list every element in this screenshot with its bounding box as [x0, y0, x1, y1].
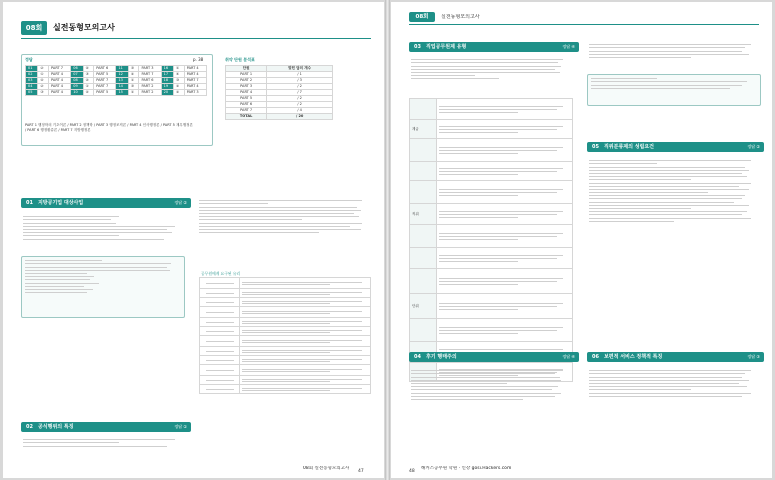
ethics-row — [200, 347, 371, 356]
ethics-row — [200, 298, 371, 307]
comparison-table — [409, 98, 573, 382]
answer-part: PART 5 — [94, 72, 116, 78]
answer-choice: ① — [128, 78, 139, 84]
ethics-row — [200, 307, 371, 318]
ethics-term — [200, 356, 240, 365]
answer-label: 정답 ③ — [747, 354, 760, 359]
comparison-desc — [437, 319, 573, 342]
answer-choice: ② — [128, 72, 139, 78]
ethics-row — [200, 356, 371, 365]
comparison-row — [410, 294, 573, 319]
answer-choice: ① — [174, 66, 185, 72]
comparison-row — [410, 269, 573, 294]
question-title: 보편적 서비스 정책적 특징 — [603, 354, 663, 360]
comparison-row — [410, 204, 573, 225]
comparison-label: 계급 — [410, 120, 437, 139]
question-bar-02 — [21, 422, 191, 432]
comparison-row — [410, 99, 573, 120]
answer-number: 03 — [26, 78, 38, 84]
page-title: 실전동형모의고사 — [53, 23, 115, 32]
ethics-desc — [240, 356, 371, 365]
answer-choice: ③ — [128, 66, 139, 72]
answer-choice: ① — [128, 90, 139, 96]
question-bar-05 — [587, 142, 764, 152]
comparison-desc — [437, 120, 573, 139]
page-number: 48 — [409, 469, 415, 474]
score-unit: PART 2 — [226, 78, 267, 84]
answer-choice: ② — [174, 90, 185, 96]
answer-number: 05 — [26, 90, 38, 96]
answer-label: 정답 ④ — [562, 44, 575, 49]
answer-number: 14 — [116, 84, 128, 90]
comparison-label: 단위 — [410, 294, 437, 319]
answer-number: 19 — [161, 84, 173, 90]
ethics-row — [200, 376, 371, 385]
answer-part: PART 4 — [184, 66, 206, 72]
parts-note-1: PART 1 행정학의 기초이론 / PART 2 정책학 / PART 3 행정조직론 / PART 4 인사행정론 / PART 5 재무행정론 — [25, 123, 193, 127]
ethics-desc — [240, 385, 371, 394]
answer-part: PART 3 — [184, 90, 206, 96]
answer-row — [26, 90, 207, 96]
title-rule — [21, 38, 371, 39]
question-bar-04 — [409, 352, 579, 362]
comparison-label: 직위 — [410, 204, 437, 225]
question-title: 후기 행태주의 — [425, 354, 457, 360]
question-number: 02 — [26, 424, 33, 430]
score-count: / 2 — [267, 96, 333, 102]
ethics-term — [200, 336, 240, 347]
ethics-row — [200, 278, 371, 289]
answer-label: 정답 ① — [174, 424, 187, 429]
ethics-desc — [240, 336, 371, 347]
answer-part: PART 4 — [184, 72, 206, 78]
answer-key-page: p. 38 — [193, 57, 204, 62]
q03-body — [411, 57, 571, 82]
q02-body — [23, 437, 183, 449]
answer-number: 18 — [161, 78, 173, 84]
round-badge: 08회 — [21, 21, 47, 35]
answer-part: PART 3 — [139, 66, 161, 72]
score-count: / 2 — [267, 102, 333, 108]
comparison-row — [410, 139, 573, 162]
answer-choice: ① — [83, 84, 94, 90]
score-table-title: 취약 단원 분석표 — [225, 57, 255, 62]
question-title: 직위분류제의 성립요건 — [603, 144, 655, 150]
comparison-desc — [437, 225, 573, 248]
answer-number: 20 — [161, 90, 173, 96]
score-count: / 7 — [267, 90, 333, 96]
answer-choice: ④ — [83, 90, 94, 96]
answer-number: 01 — [26, 66, 38, 72]
answer-part: PART 2 — [139, 84, 161, 90]
ethics-term — [200, 327, 240, 336]
score-unit: PART 4 — [226, 90, 267, 96]
answer-part: PART 7 — [94, 84, 116, 90]
parts-note-2: / PART 6 행정환류론 / PART 7 지방행정론 — [25, 128, 91, 132]
comparison-desc — [437, 204, 573, 225]
question-bar-03 — [409, 42, 579, 52]
answer-part: PART 6 — [139, 78, 161, 84]
answer-choice: ④ — [83, 66, 94, 72]
page-footer: 08회 실전동형모의고사 — [303, 466, 350, 471]
answer-number: 02 — [26, 72, 38, 78]
ethics-term — [200, 278, 240, 289]
comparison-row — [410, 319, 573, 342]
ethics-desc — [240, 376, 371, 385]
comparison-label — [410, 181, 437, 204]
answer-choice: ③ — [38, 90, 49, 96]
question-number: 04 — [414, 354, 421, 360]
comparison-desc — [437, 248, 573, 269]
ethics-term — [200, 289, 240, 298]
answer-number: 09 — [71, 84, 83, 90]
ethics-desc — [240, 327, 371, 336]
q04-body — [411, 368, 571, 402]
question-title: 지방공기업 대상사업 — [37, 200, 84, 206]
answer-number: 10 — [71, 90, 83, 96]
answer-key-table — [25, 65, 207, 96]
question-number: 03 — [414, 44, 421, 50]
ethics-row — [200, 336, 371, 347]
comparison-label — [410, 139, 437, 162]
page-footer: 해커스공무원 학원 · 인강 gosi.Hackers.com — [421, 466, 512, 471]
answer-part: PART 7 — [184, 78, 206, 84]
comparison-row — [410, 248, 573, 269]
org-ethics-table — [199, 277, 371, 394]
book-gutter — [385, 0, 390, 480]
ethics-desc — [240, 307, 371, 318]
question-number: 01 — [26, 200, 33, 206]
answer-number: 17 — [161, 72, 173, 78]
q01-supplement-lines — [25, 258, 179, 295]
ethics-term — [200, 347, 240, 356]
answer-part: PART 6 — [94, 66, 116, 72]
comparison-row — [410, 120, 573, 139]
answer-part: PART 5 — [94, 90, 116, 96]
ethics-term — [200, 376, 240, 385]
ethics-term — [200, 307, 240, 318]
ethics-term — [200, 365, 240, 376]
answer-choice: ② — [38, 66, 49, 72]
ethics-desc — [240, 318, 371, 327]
comparison-desc — [437, 139, 573, 162]
answer-choice: ③ — [128, 84, 139, 90]
score-table — [225, 65, 333, 120]
ethics-desc — [240, 289, 371, 298]
comparison-desc — [437, 294, 573, 319]
answer-part: PART 7 — [49, 66, 71, 72]
comparison-label — [410, 319, 437, 342]
comparison-label — [410, 99, 437, 120]
answer-number: 13 — [116, 78, 128, 84]
ethics-desc — [240, 347, 371, 356]
comparison-label — [410, 248, 437, 269]
comparison-row — [410, 181, 573, 204]
comparison-label — [410, 269, 437, 294]
title-rule — [409, 24, 759, 25]
answer-choice: ② — [38, 84, 49, 90]
ethics-term — [200, 318, 240, 327]
left-page — [3, 2, 384, 478]
answer-part: PART 2 — [139, 90, 161, 96]
ethics-row — [200, 289, 371, 298]
score-unit: PART 1 — [226, 72, 267, 78]
question-bar-06 — [587, 352, 764, 362]
comparison-desc — [437, 99, 573, 120]
answer-part: PART 7 — [139, 72, 161, 78]
score-count: / 3 — [267, 78, 333, 84]
score-total-label: TOTAL — [226, 114, 267, 120]
answer-choice: ③ — [174, 78, 185, 84]
answer-part: PART 4 — [184, 84, 206, 90]
score-count: / 4 — [267, 108, 333, 114]
question-number: 05 — [592, 144, 599, 150]
ethics-desc — [240, 278, 371, 289]
answer-part: PART 4 — [49, 84, 71, 90]
round-badge: 08회 — [409, 12, 435, 22]
answer-number: 06 — [71, 66, 83, 72]
answer-choice: ③ — [83, 72, 94, 78]
right-page — [391, 2, 772, 478]
answer-key-title: 정답 — [25, 57, 33, 62]
question-number: 06 — [592, 354, 599, 360]
answer-part: PART 4 — [49, 72, 71, 78]
ethics-row — [200, 318, 371, 327]
score-count: / 2 — [267, 84, 333, 90]
answer-number: 11 — [116, 66, 128, 72]
ethics-desc — [240, 298, 371, 307]
q04-right-body — [589, 42, 759, 60]
question-title: 공식행위의 특징 — [37, 424, 74, 430]
comparison-label — [410, 162, 437, 181]
ethics-term — [200, 385, 240, 394]
score-unit: PART 6 — [226, 102, 267, 108]
score-header-unit: 단원 — [226, 66, 267, 72]
comparison-desc — [437, 181, 573, 204]
score-total-value: / 20 — [267, 114, 333, 120]
answer-number: 07 — [71, 72, 83, 78]
page-title: 실전동형모의고사 — [441, 14, 480, 20]
answer-part: PART 4 — [49, 78, 71, 84]
answer-choice: ② — [83, 78, 94, 84]
tip-box-lines — [591, 76, 755, 91]
org-box-title: 공무원에게 요구된 유리 — [201, 271, 241, 276]
q01-body — [23, 214, 183, 242]
answer-label: 정답 ② — [174, 200, 187, 205]
ethics-row — [200, 385, 371, 394]
score-unit: PART 7 — [226, 108, 267, 114]
q06-body — [589, 368, 759, 399]
answer-choice: ④ — [174, 72, 185, 78]
score-unit: PART 5 — [226, 96, 267, 102]
comparison-desc — [437, 269, 573, 294]
score-header-count: 맞힌 답의 개수 — [267, 66, 333, 72]
q03-left-body — [199, 198, 371, 235]
answer-label: 정답 ④ — [562, 354, 575, 359]
comparison-row — [410, 225, 573, 248]
answer-choice: ② — [174, 84, 185, 90]
score-count: / 1 — [267, 72, 333, 78]
comparison-label — [410, 225, 437, 248]
answer-number: 16 — [161, 66, 173, 72]
comparison-row — [410, 162, 573, 181]
ethics-row — [200, 365, 371, 376]
answer-number: 08 — [71, 78, 83, 84]
answer-number: 15 — [116, 90, 128, 96]
ethics-desc — [240, 365, 371, 376]
comparison-desc — [437, 162, 573, 181]
answer-choice: ① — [38, 72, 49, 78]
page-number: 47 — [358, 469, 364, 474]
answer-number: 12 — [116, 72, 128, 78]
q05-body — [589, 158, 759, 224]
answer-choice: ④ — [38, 78, 49, 84]
question-title: 직업공무원제 유형 — [425, 44, 467, 50]
answer-number: 04 — [26, 84, 38, 90]
answer-part: PART 7 — [94, 78, 116, 84]
ethics-row — [200, 327, 371, 336]
ethics-term — [200, 298, 240, 307]
answer-label: 정답 ② — [747, 144, 760, 149]
answer-part: PART 4 — [49, 90, 71, 96]
question-bar-01 — [21, 198, 191, 208]
score-unit: PART 3 — [226, 84, 267, 90]
